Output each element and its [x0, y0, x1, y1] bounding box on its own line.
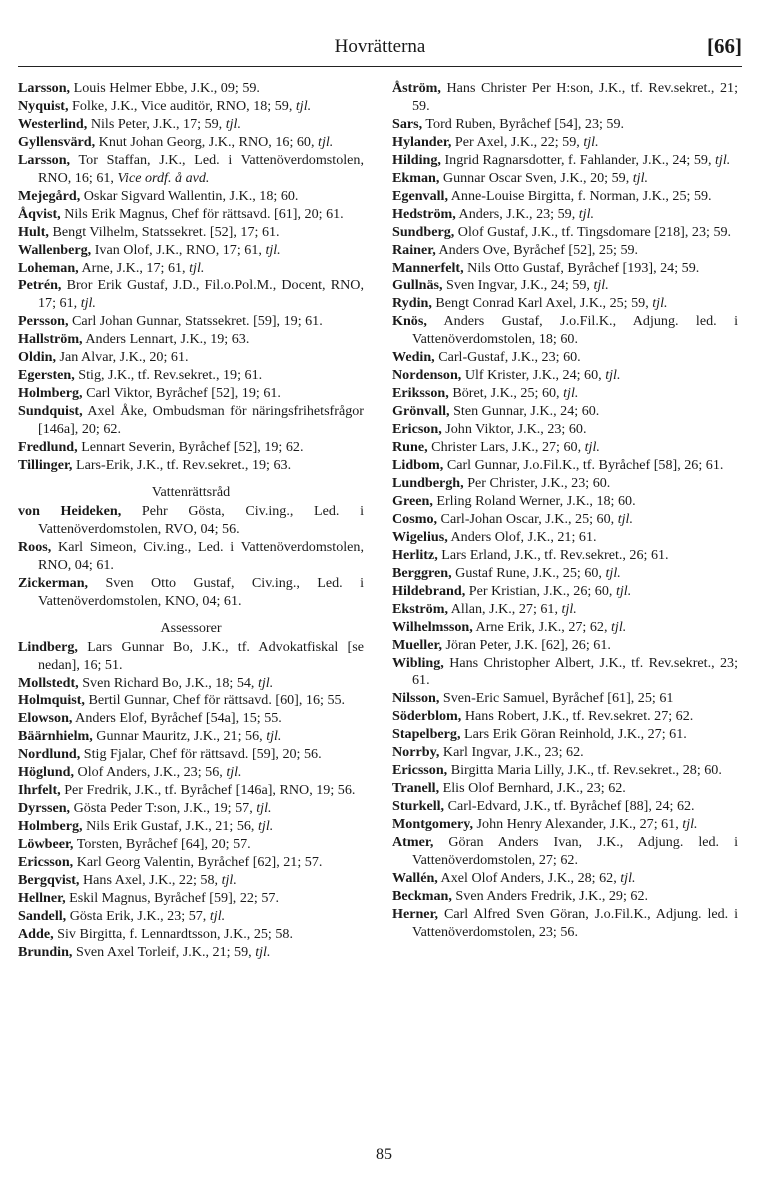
entry [18, 242, 364, 260]
entry [18, 854, 364, 872]
entry [392, 224, 738, 242]
entry-name: Grönvall, [392, 403, 450, 420]
entry-details: Arne Erik, J.K., 27; 62, [472, 618, 611, 635]
entry-details: Bertil Gunnar, Chef för rättsavd. [60], 16; 55. [84, 692, 346, 709]
entry-name: Tillinger, [18, 457, 73, 474]
entry [392, 870, 738, 888]
entry [392, 152, 738, 170]
entry-details: Gustaf Rune, J.K., 25; 60, [451, 564, 606, 581]
entry-details: Bengt Conrad Karl Axel, J.K., 25; 59, [431, 295, 653, 312]
entry-name: Green, [392, 492, 433, 509]
entry-name: Löwbeer, [18, 836, 74, 853]
entry-name: Petrén, [18, 277, 62, 294]
entry [392, 349, 738, 367]
entry-name: von Heideken, [18, 502, 122, 519]
entry-name: Wibling, [392, 654, 444, 671]
entry-note: tjl. [617, 510, 633, 527]
entry-note: tjl. [561, 600, 577, 617]
entry [392, 80, 738, 116]
entry-name: Ericsson, [392, 762, 448, 779]
entry-details: Eskil Magnus, Byråchef [59], 22; 57. [65, 889, 279, 906]
entry-details: Stig Fjalar, Chef för rättsavd. [59], 20; 56. [80, 746, 322, 763]
entry [392, 134, 738, 152]
entry-details: Hans Christer Per H:son, J.K., tf. Rev.sekret., 21; 59. [412, 80, 738, 114]
entry-details: Per Axel, J.K., 22; 59, [451, 133, 584, 150]
entry-name: Ericsson, [18, 854, 74, 871]
entry-name: Brundin, [18, 943, 73, 960]
entry-name: Holmberg, [18, 385, 83, 402]
entry-details: Karl Georg Valentin, Byråchef [62], 21; 57. [73, 854, 323, 871]
entry-note: tjl. [255, 943, 271, 960]
entry [392, 798, 738, 816]
entry [392, 421, 738, 439]
entry-details: Sten Gunnar, J.K., 24; 60. [449, 403, 600, 420]
entry [392, 619, 738, 637]
entry [392, 188, 738, 206]
entry-name: Hult, [18, 223, 49, 240]
entry-note: tjl. [257, 818, 274, 835]
entry-details: Hans Axel, J.K., 22; 58, [79, 871, 222, 888]
entry-name: Knös, [392, 313, 427, 330]
entry-name: Wallenberg, [18, 241, 92, 258]
entry-name: Höglund, [18, 764, 75, 781]
entry-name: Larsson, [18, 151, 71, 168]
entry-note: tjl. [256, 800, 272, 817]
entry-details: Anders Elof, Byråchef [54a], 15; 55. [72, 710, 282, 727]
entry [392, 888, 738, 906]
entry-details: Per Christer, J.K., 23; 60. [463, 474, 611, 491]
entry-name: Norrby, [392, 744, 440, 761]
entry [392, 816, 738, 834]
entry-name: Mueller, [392, 636, 442, 653]
entry [18, 836, 364, 854]
entry [18, 277, 364, 313]
entry-details: Anders Gustaf, J.o.Fil.K., Adjung. led. i Vattenöverdomstolen, 18; 60. [412, 313, 738, 348]
entry [392, 511, 738, 529]
entry-note: tjl. [652, 295, 668, 312]
entry-details: Nils Peter, J.K., 17; 59, [87, 115, 226, 132]
entry [392, 529, 738, 547]
entry-name: Hildebrand, [392, 582, 466, 599]
entry-name: Hellner, [18, 889, 66, 906]
entry-name: Gyllensvärd, [18, 133, 96, 150]
entry-details: Lennart Severin, Byråchef [52], 19; 62. [77, 439, 304, 456]
entry-details: Birgitta Maria Lilly, J.K., tf. Rev.sekret., 28; 60. [447, 762, 722, 779]
entry [18, 313, 364, 331]
entry-name: Gullnäs, [392, 277, 443, 294]
entry-details: Anne-Louise Birgitta, f. Norman, J.K., 25; 59. [448, 187, 712, 204]
entry [392, 744, 738, 762]
entry-name: Nilsson, [392, 690, 440, 707]
entry [18, 872, 364, 890]
entry [18, 692, 364, 710]
page-code: [66] [707, 34, 742, 58]
entry [392, 260, 738, 278]
entry [392, 493, 738, 511]
entry-note: tjl. [266, 728, 282, 745]
entry [18, 710, 364, 728]
entry [18, 152, 364, 188]
entry [392, 116, 738, 134]
entry-name: Beckman, [392, 887, 452, 904]
entry-details: Axel Åke, Ombudsman för näringsfrihetsfrågor [146a], 20; 62. [38, 403, 364, 438]
entry-details: Carl Johan Gunnar, Statssekret. [59], 19; 61. [68, 313, 323, 330]
entry-note: tjl. [605, 367, 621, 384]
entry-note: tjl. [221, 871, 237, 888]
entry [18, 439, 364, 457]
entry-details: Bengt Vilhelm, Statssekret. [52], 17; 61. [48, 223, 280, 240]
entry [18, 764, 364, 782]
entry [18, 116, 364, 134]
entry-details: Lars Erland, J.K., tf. Rev.sekret., 26; 61. [437, 546, 669, 563]
entry-details: Allan, J.K., 27; 61, [447, 600, 562, 617]
entry [392, 206, 738, 224]
entry-name: Herlitz, [392, 546, 438, 563]
entry [392, 690, 738, 708]
entry-name: Fredlund, [18, 439, 78, 456]
entry-name: Rydin, [392, 295, 432, 312]
entry-note: tjl. [620, 869, 636, 886]
entry [392, 762, 738, 780]
entry [18, 728, 364, 746]
entry-name: Larsson, [18, 80, 71, 96]
entry-details: Stig, J.K., tf. Rev.sekret., 19; 61. [74, 367, 263, 384]
entry [392, 834, 738, 870]
entry-details: Torsten, Byråchef [64], 20; 57. [73, 836, 251, 853]
entry-details: Göran Anders Ivan, J.K., Adjung. led. i Vattenöverdomstolen, 27; 62. [412, 834, 738, 868]
entry-details: Jöran Peter, J.K. [62], 26; 61. [441, 636, 611, 653]
entry [392, 906, 738, 942]
entry [18, 260, 364, 278]
entry-details: Nils Otto Gustaf, Byråchef [193], 24; 59. [463, 259, 700, 276]
entry-details: Erling Roland Werner, J.K., 18; 60. [432, 492, 636, 509]
entry [392, 547, 738, 565]
entry-details: Arne, J.K., 17; 61, [78, 259, 190, 276]
entry-details: Lars-Erik, J.K., tf. Rev.sekret., 19; 63. [72, 457, 292, 474]
entry-name: Oldin, [18, 349, 56, 366]
entry-note: tjl. [295, 97, 312, 114]
entry-name: Mejegård, [18, 187, 81, 204]
entry [392, 583, 738, 601]
entry-note: tjl. [615, 582, 632, 599]
entry-note: tjl. [584, 439, 600, 456]
section-heading-vattenrattsrad: Vattenrättsråd [151, 483, 231, 500]
entry-details: Tord Ruben, Byråchef [54], 23; 59. [422, 115, 625, 132]
entry [18, 224, 364, 242]
entry-details: Tor Staffan, J.K., Led. i Vattenöverdomstolen, RNO, 16; 61, [38, 151, 364, 186]
entry-details: Anders Olof, J.K., 21; 61. [447, 528, 597, 545]
page-number: 85 [376, 1146, 392, 1163]
entry [392, 637, 738, 655]
entry-details: Olof Anders, J.K., 23; 56, [74, 764, 227, 781]
entry-name: Zickerman, [18, 574, 89, 591]
entry-name: Dyrssen, [18, 800, 71, 817]
entry-details: Nils Erik Gustaf, J.K., 21; 56, [82, 818, 258, 835]
entry [392, 475, 738, 493]
entry-details: Gösta Peder T:son, J.K., 19; 57, [70, 800, 257, 817]
entry-details: Oskar Sigvard Wallentin, J.K., 18; 60. [80, 187, 299, 204]
entry-note: tjl. [682, 816, 698, 833]
entry-name: Roos, [18, 538, 52, 555]
entry-details: Sven Anders Fredrik, J.K., 29; 62. [451, 887, 649, 904]
entry-details: Bror Erik Gustaf, J.D., Fil.o.Pol.M., Docent, RNO, 17; 61, [38, 277, 364, 312]
entry-details: Sven Ingvar, J.K., 24; 59, [442, 277, 594, 294]
entry [392, 170, 738, 188]
entry-note: tjl. [578, 205, 595, 222]
entry-note: Vice ordf. å avd. [117, 169, 210, 186]
entry-details: Ingrid Ragnarsdotter, f. Fahlander, J.K., 24; 59, [440, 151, 716, 168]
entry [392, 403, 738, 421]
entry-note: tjl. [225, 115, 241, 132]
entry-details: Carl Viktor, Byråchef [52], 19; 61. [82, 385, 281, 402]
entry [392, 385, 738, 403]
entry-name: Tranell, [392, 780, 440, 797]
entry-name: Söderblom, [392, 708, 462, 725]
entry-name: Adde, [18, 925, 54, 942]
entry-details: Lars Erik Göran Reinhold, J.K., 27; 61. [460, 726, 687, 743]
entry-name: Hilding, [392, 151, 441, 168]
entry-details: Jan Alvar, J.K., 20; 61. [56, 349, 189, 366]
entry-name: Loheman, [18, 259, 79, 276]
entry-details: Anders Lennart, J.K., 19; 63. [82, 331, 250, 348]
entry [392, 457, 738, 475]
entry-details: Axel Olof Anders, J.K., 28; 62, [437, 869, 621, 886]
entry-note: tjl. [257, 674, 274, 691]
entry [18, 782, 364, 800]
entry-name: Ericson, [392, 421, 442, 438]
entry-name: Wilhelmsson, [392, 618, 473, 635]
entry-name: Mannerfelt, [392, 259, 464, 276]
header-rule [18, 66, 742, 67]
entry-name: Hylander, [392, 133, 452, 150]
entry [18, 575, 364, 611]
entry-group-3 [18, 639, 364, 962]
entry [18, 385, 364, 403]
entry-name: Sundquist, [18, 403, 83, 420]
entry-name: Sars, [392, 115, 423, 132]
entry-note: tjl. [632, 169, 649, 186]
entry-details: Pehr Gösta, Civ.ing., Led. i Vattenöverdomstolen, RVO, 04; 56. [38, 502, 365, 537]
entry-name: Berggren, [392, 564, 452, 581]
section-heading-assessorer: Assessorer [160, 619, 222, 636]
entry-name: Ihrfelt, [18, 782, 61, 799]
entry-name: Egenvall, [392, 187, 448, 204]
entry-note: tjl. [226, 764, 242, 781]
entry-note: tjl. [563, 385, 579, 402]
entry [18, 908, 364, 926]
entry [392, 367, 738, 385]
entry [18, 746, 364, 764]
entry [18, 367, 364, 385]
left-column [18, 80, 364, 962]
entry-details: Hans Robert, J.K., tf. Rev.sekret. 27; 62. [461, 708, 694, 725]
entry-details: Ulf Krister, J.K., 24; 60, [461, 367, 606, 384]
page-header [18, 36, 742, 66]
entry-details: Carl Alfred Sven Göran, J.o.Fil.K., Adjung. led. i Vattenöverdomstolen, 23; 56. [412, 905, 738, 940]
entry-group-right [392, 80, 738, 942]
entry [392, 726, 738, 744]
entry-name: Holmberg, [18, 818, 83, 835]
entry-name: Nordlund, [18, 746, 81, 763]
entry-details: Gunnar Oscar Sven, J.K., 20; 59, [439, 169, 633, 186]
entry [18, 331, 364, 349]
entry-details: Gunnar Mauritz, J.K., 21; 56, [92, 728, 267, 745]
entry-name: Sandell, [18, 907, 67, 924]
entry-name: Wallén, [392, 869, 438, 886]
entry-details: Christer Lars, J.K., 27; 60, [427, 439, 585, 456]
entry-details: Per Kristian, J.K., 26; 60, [465, 582, 616, 599]
entry-details: Folke, J.K., Vice auditör, RNO, 18; 59, [68, 97, 296, 114]
entry-name: Holmquist, [18, 692, 85, 709]
entry [18, 403, 364, 439]
entry-name: Sundberg, [392, 223, 455, 240]
entry-name: Ekman, [392, 169, 440, 186]
entry [18, 503, 364, 539]
entry-details: Sven-Eric Samuel, Byråchef [61], 25; 61 [439, 690, 674, 707]
entry [392, 565, 738, 583]
entry-note: tjl. [593, 277, 609, 294]
entry [392, 277, 738, 295]
entry-details: Olof Gustaf, J.K., tf. Tingsdomare [218], 23; 59. [454, 223, 732, 240]
entry [392, 708, 738, 726]
entry-name: Åström, [392, 80, 441, 96]
entry-details: Gösta Erik, J.K., 23; 57, [66, 907, 210, 924]
entry-details: Knut Johan Georg, J.K., RNO, 16; 60, [95, 133, 319, 150]
entry-note: tjl. [209, 907, 226, 924]
entry-name: Rune, [392, 439, 428, 456]
entry-note: tjl. [318, 133, 334, 150]
entry-name: Nordenson, [392, 367, 462, 384]
entry [392, 439, 738, 457]
entry [392, 313, 738, 349]
entry-group-1 [18, 80, 364, 475]
entry-name: Wedin, [392, 349, 435, 366]
entry-details: Anders Ove, Byråchef [52], 25; 59. [435, 241, 639, 258]
entry-details: John Viktor, J.K., 23; 60. [441, 421, 587, 438]
entry [18, 457, 364, 475]
entry-note: tjl. [80, 295, 96, 312]
entry [18, 926, 364, 944]
entry-note: tjl. [265, 241, 281, 258]
entry-details: Karl Ingvar, J.K., 23; 62. [439, 744, 584, 761]
entry [18, 944, 364, 962]
entry-name: Nyquist, [18, 97, 69, 114]
entry-name: Rainer, [392, 241, 436, 258]
entry-name: Stapelberg, [392, 726, 461, 743]
entry [392, 295, 738, 313]
right-column [392, 80, 738, 942]
entry-details: Carl-Edvard, J.K., tf. Byråchef [88], 24; 62. [444, 798, 695, 815]
entry-details: Sven Otto Gustaf, Civ.ing., Led. i Vattenöverdomstolen, KNO, 04; 61. [38, 574, 364, 609]
entry [18, 349, 364, 367]
entry-details: Böret, J.K., 25; 60, [448, 385, 564, 402]
entry-note: tjl. [583, 133, 599, 150]
entry-details: Elis Olof Bernhard, J.K., 23; 62. [439, 780, 626, 797]
entry-group-2 [18, 503, 364, 611]
entry-note: tjl. [715, 151, 731, 168]
entry-details: Carl Gunnar, J.o.Fil.K., tf. Byråchef [58], 26; 61. [443, 457, 724, 474]
entry [18, 206, 364, 224]
entry-details: Anders, J.K., 23; 59, [455, 205, 579, 222]
page-title: Hovrätterna [334, 36, 426, 57]
entry-details: Sven Axel Torleif, J.K., 21; 59, [72, 943, 256, 960]
entry [18, 818, 364, 836]
entry-name: Sturkell, [392, 798, 445, 815]
entry-name: Cosmo, [392, 510, 438, 527]
entry [18, 639, 364, 675]
entry [18, 539, 364, 575]
entry [18, 80, 364, 98]
entry-note: tjl. [605, 564, 621, 581]
entry [18, 98, 364, 116]
entry-name: Westerlind, [18, 115, 88, 132]
entry-name: Bergqvist, [18, 871, 80, 888]
entry [392, 242, 738, 260]
entry-name: Persson, [18, 313, 69, 330]
entry-note: tjl. [189, 259, 205, 276]
entry-details: Carl-Johan Oscar, J.K., 25; 60, [437, 510, 618, 527]
entry-name: Lidbom, [392, 457, 444, 474]
entry [18, 890, 364, 908]
entry-details: Hans Christopher Albert, J.K., tf. Rev.sekret., 23; 61. [412, 654, 738, 689]
entry [18, 134, 364, 152]
entry-name: Ekström, [392, 600, 448, 617]
entry-details: Nils Erik Magnus, Chef för rättsavd. [61], 20; 61. [60, 205, 344, 222]
entry-name: Åqvist, [18, 205, 61, 222]
entry [18, 188, 364, 206]
entry [18, 675, 364, 693]
entry-details: Karl Simeon, Civ.ing., Led. i Vattenöverdomstolen, RNO, 04; 61. [38, 538, 364, 573]
entry-details: Lars Gunnar Bo, J.K., tf. Advokatfiskal [se nedan], 16; 51. [38, 638, 364, 673]
entry-details: Carl-Gustaf, J.K., 23; 60. [434, 349, 581, 366]
entry [18, 800, 364, 818]
entry-name: Hedström, [392, 205, 456, 222]
entry-name: Hallström, [18, 331, 83, 348]
entry-details: Sven Richard Bo, J.K., 18; 54, [78, 674, 258, 691]
entry-name: Elowson, [18, 710, 73, 727]
entry-name: Herner, [392, 905, 439, 922]
entry-name: Lundbergh, [392, 474, 464, 491]
entry-note: tjl. [611, 618, 627, 635]
entry-details: Siv Birgitta, f. Lennardtsson, J.K., 25; 58. [53, 925, 293, 942]
entry-details: John Henry Alexander, J.K., 27; 61, [473, 816, 683, 833]
entry-name: Atmer, [392, 834, 434, 851]
entry-name: Eriksson, [392, 385, 449, 402]
entry-details: Ivan Olof, J.K., RNO, 17; 61, [91, 241, 266, 258]
entry-details: Per Fredrik, J.K., tf. Byråchef [146a], RNO, 19; 56. [60, 782, 356, 799]
entry-name: Bäärnhielm, [18, 728, 93, 745]
entry-details: Louis Helmer Ebbe, J.K., 09; 59. [70, 80, 260, 96]
entry [392, 780, 738, 798]
entry-name: Mollstedt, [18, 674, 79, 691]
entry-name: Lindberg, [18, 638, 78, 655]
entry [392, 601, 738, 619]
entry-name: Egersten, [18, 367, 75, 384]
entry [392, 655, 738, 691]
entry-name: Wigelius, [392, 528, 448, 545]
entry-name: Montgomery, [392, 816, 474, 833]
